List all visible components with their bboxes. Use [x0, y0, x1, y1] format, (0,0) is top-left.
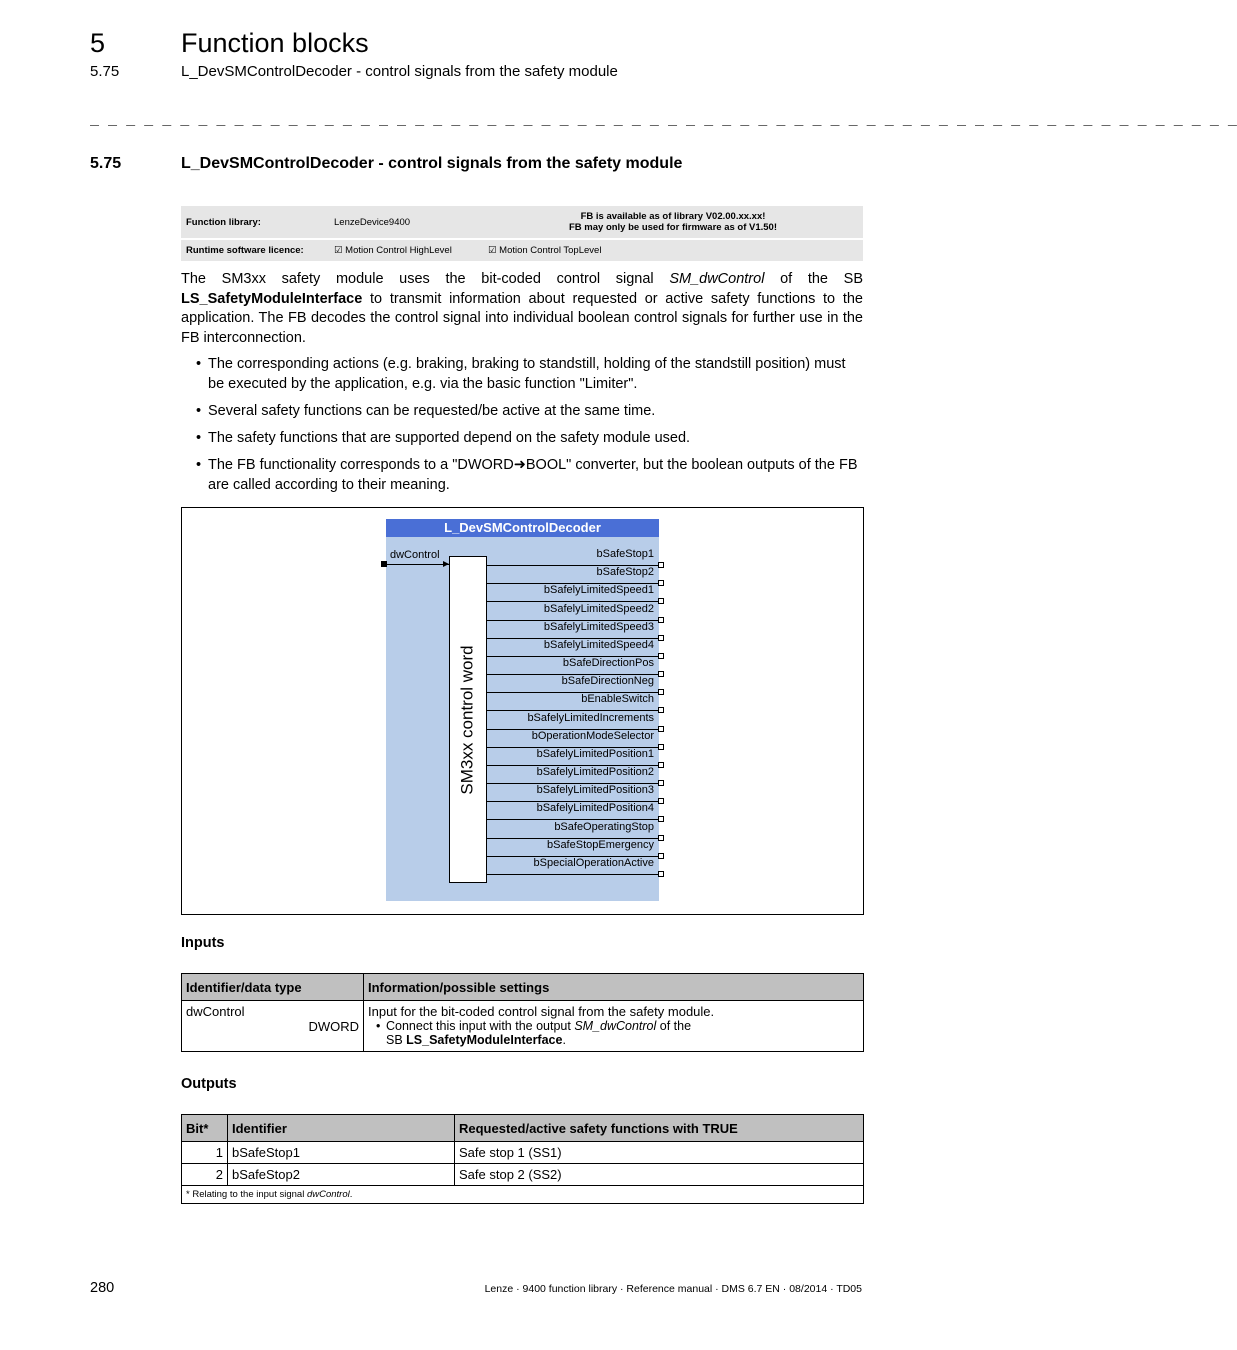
table-row [182, 1164, 864, 1186]
input-bullet-block-link[interactable]: LS_SafetyModuleInterface [406, 1033, 563, 1047]
input-bullet-text-b: of the [656, 1019, 692, 1033]
fb-output-label: bEnableSwitch [581, 693, 654, 705]
section-title: L_DevSMControlDecoder - control signals from the safety module [181, 155, 683, 172]
library-info-table [181, 206, 863, 261]
fb-output-label: bSafelyLimitedPosition4 [536, 802, 654, 814]
input-bullet-text-a: Connect this input with the output [386, 1019, 575, 1033]
fb-output-label: bSafeDirectionNeg [561, 675, 654, 687]
input-info-bullet [376, 1019, 859, 1047]
outputs-col-function: Requested/active safety functions with TRUE [455, 1115, 864, 1142]
outputs-table [181, 1114, 864, 1204]
fb-output-connector[interactable] [658, 580, 664, 586]
input-info-cell [364, 1001, 864, 1052]
fb-core-label: SM3xx control word [458, 644, 477, 795]
bullet-item [196, 429, 863, 449]
inputs-table [181, 973, 864, 1052]
header-section-number: 5.75 [90, 63, 120, 80]
fb-output-connector[interactable] [658, 762, 664, 768]
header-section-title: L_DevSMControlDecoder - control signals from the safety module [181, 63, 618, 80]
fb-output-connector[interactable] [658, 744, 664, 750]
availability-line-1: FB is available as of library V02.00.xx.xx! [580, 211, 766, 222]
bullet-symbol: • [196, 356, 202, 372]
footer-text: Lenze · 9400 function library · Reference manual · DMS 6.7 EN · 08/2014 · TD05 [484, 1283, 862, 1295]
fb-output-connector[interactable] [658, 598, 664, 604]
fb-output-connector[interactable] [658, 816, 664, 822]
input-bullet-signal: SM_dwControl [574, 1019, 657, 1033]
library-value: LenzeDevice9400 [329, 206, 483, 239]
fb-output-label: bSafelyLimitedPosition2 [536, 766, 654, 778]
licence-value-highlevel: ☑ Motion Control HighLevel [329, 239, 483, 261]
section-number: 5.75 [90, 155, 122, 172]
chapter-title: Function blocks [181, 28, 369, 58]
fb-output-connector[interactable] [658, 871, 664, 877]
fb-block-title: L_DevSMControlDecoder [386, 519, 659, 537]
fb-output-label: bSafelyLimitedPosition3 [536, 784, 654, 796]
fb-output-connector[interactable] [658, 835, 664, 841]
outputs-col-identifier: Identifier [228, 1115, 455, 1142]
output-identifier: bSafeStop1 [228, 1142, 455, 1164]
input-info: Input for the bit-coded control signal from the safety module. [368, 1004, 715, 1019]
fb-output-label: bSafelyLimitedSpeed3 [543, 621, 654, 633]
bullet-symbol: • [376, 1019, 381, 1033]
licence-key: Runtime software licence: [181, 239, 329, 261]
fb-output-label: bSafelyLimitedSpeed4 [543, 639, 654, 651]
fb-input-connector[interactable] [381, 561, 387, 567]
fb-output-connector[interactable] [658, 707, 664, 713]
bullet-item [196, 355, 863, 394]
library-availability-note [483, 206, 863, 239]
intro-text-2: of the SB [764, 271, 863, 287]
fb-output-connector[interactable] [658, 726, 664, 732]
inputs-heading: Inputs [181, 935, 225, 951]
intro-text-3: to transmit information about requested or active safety functions to the application. The FB decodes the control signal into individual boolean control signals for further use in the FB interconnection. [181, 290, 863, 346]
input-identifier: dwControl [186, 1004, 245, 1019]
fb-output-label: bSafeDirectionPos [562, 657, 654, 669]
fb-output-connector[interactable] [658, 689, 664, 695]
header-divider: _ _ _ _ _ _ _ _ _ _ _ _ _ _ _ _ _ _ _ _ _ _ _ _ _ _ _ _ _ _ _ _ _ _ _ _ _ _ _ _ _ _ _ _ _ _ _ _ _ _ _ _ _ _ _ _ _ _ _ _ _ _ _ _ [90, 108, 1237, 126]
bullet-symbol: • [196, 403, 202, 419]
outputs-col-bit: Bit* [182, 1115, 228, 1142]
table-row [182, 1001, 864, 1052]
fb-core-label-wrap [449, 556, 487, 883]
bullet-symbol: • [196, 457, 202, 473]
inputs-col-identifier: Identifier/data type [182, 974, 364, 1001]
fb-input-line [385, 564, 449, 565]
availability-line-2: FB may only be used for firmware as of V1.50! [568, 222, 777, 233]
inputs-col-info: Information/possible settings [364, 974, 864, 1001]
output-bit: 2 [182, 1164, 228, 1186]
fb-output-label: bSafelyLimitedPosition1 [536, 748, 654, 760]
output-function: Safe stop 2 (SS2) [455, 1164, 864, 1186]
bullet-item [196, 402, 863, 422]
output-bit: 1 [182, 1142, 228, 1164]
fb-output-label: bSafelyLimitedSpeed1 [543, 584, 654, 596]
outputs-footnote [182, 1186, 864, 1204]
table-row [182, 1142, 864, 1164]
chapter-number: 5 [90, 28, 106, 58]
fb-output-label: bSafeOperatingStop [554, 821, 654, 833]
intro-paragraph [181, 270, 863, 348]
fb-output-label: bSafeStop1 [596, 548, 654, 560]
intro-block-link[interactable]: LS_SafetyModuleInterface [181, 290, 363, 307]
output-identifier: bSafeStop2 [228, 1164, 455, 1186]
fb-output-connector[interactable] [658, 798, 664, 804]
licence-value-toplevel: ☑ Motion Control TopLevel [483, 239, 863, 261]
footnote-text-a: * Relating to the input signal [186, 1189, 307, 1200]
bullet-symbol: • [196, 430, 202, 446]
intro-text-1: The SM3xx safety module uses the bit-coded control signal [181, 271, 670, 287]
fb-output-connector[interactable] [658, 635, 664, 641]
fb-input-arrow-icon [443, 561, 449, 567]
fb-output-line [487, 710, 660, 711]
bullet-text: The corresponding actions (e.g. braking, braking to standstill, holding of the standstill position) must be executed by the application, e.g. via the basic function "Limiter". [208, 356, 846, 392]
fb-output-label: bOperationModeSelector [531, 730, 654, 742]
bullet-text: Several safety functions can be requested/be active at the same time. [208, 403, 656, 419]
footnote-signal: dwControl [306, 1189, 350, 1200]
output-function: Safe stop 1 (SS1) [455, 1142, 864, 1164]
fb-output-label: bSafeStopEmergency [546, 839, 654, 851]
bullet-item [196, 456, 863, 495]
input-data-type: DWORD [308, 1019, 359, 1034]
bullet-text: The safety functions that are supported depend on the safety module used. [208, 430, 691, 446]
fb-output-connector[interactable] [658, 671, 664, 677]
fb-output-label: bSpecialOperationActive [533, 857, 654, 869]
input-bullet-text-c: SB [386, 1033, 407, 1047]
input-identifier-cell [182, 1001, 364, 1052]
input-bullet-text-end: . [562, 1033, 566, 1047]
library-key: Function library: [181, 206, 329, 239]
fb-output-label: bSafelyLimitedIncrements [527, 712, 654, 724]
fb-output-label: bSafelyLimitedSpeed2 [543, 603, 654, 615]
page-number: 280 [90, 1280, 115, 1296]
fb-output-label: bSafeStop2 [596, 566, 654, 578]
fb-output-line [487, 874, 660, 875]
intro-signal: SM_dwControl [669, 271, 765, 287]
fb-output-connector[interactable] [658, 562, 664, 568]
fb-input-label: dwControl [390, 549, 440, 561]
bullet-text: The FB functionality corresponds to a "DWORD➜BOOL" converter, but the boolean outputs of the FB are called according to their meaning. [208, 457, 858, 493]
outputs-heading: Outputs [181, 1076, 237, 1092]
fb-output-connector[interactable] [658, 617, 664, 623]
fb-output-line [487, 601, 660, 602]
fb-output-connector[interactable] [658, 853, 664, 859]
fb-output-line [487, 819, 660, 820]
footnote-text-b: . [349, 1189, 353, 1200]
fb-output-connector[interactable] [658, 780, 664, 786]
fb-output-connector[interactable] [658, 653, 664, 659]
